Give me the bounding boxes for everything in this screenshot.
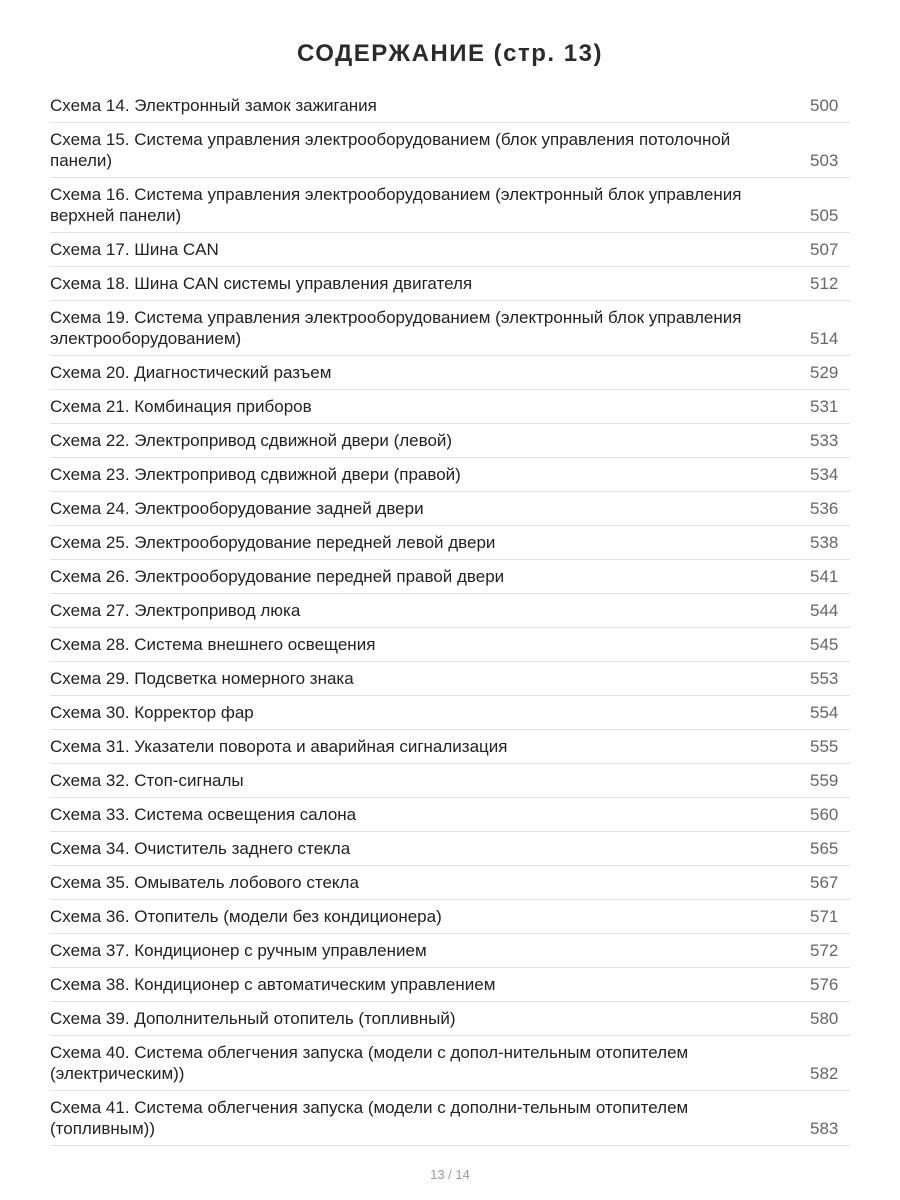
toc-page-number: 533 [810, 431, 839, 450]
toc-entry-label: Схема 38. Кондиционер с автоматическим управлением [50, 975, 496, 994]
toc-row[interactable] [50, 798, 850, 832]
toc-entry-label: Схема 32. Стоп-сигналы [50, 771, 244, 790]
toc-entry-label: Схема 24. Электрооборудование задней двери [50, 499, 424, 518]
toc-page-number: 583 [810, 1119, 839, 1138]
toc-page-number: 529 [810, 363, 839, 382]
toc-entry-label: Схема 34. Очиститель заднего стекла [50, 839, 351, 858]
toc-entry-label: Схема 28. Система внешнего освещения [50, 635, 376, 654]
toc-row[interactable] [50, 866, 850, 900]
toc-page-number: 531 [810, 397, 839, 416]
toc-entry-label: Схема 30. Корректор фар [50, 703, 254, 722]
table-of-contents [50, 89, 850, 1146]
toc-page-number: 505 [810, 206, 839, 225]
toc-entry-label: Схема 37. Кондиционер с ручным управлением [50, 941, 427, 960]
page-indicator: 13 / 14 [430, 1167, 470, 1182]
toc-row[interactable] [50, 458, 850, 492]
toc-entry-label: Схема 25. Электрооборудование передней левой двери [50, 533, 496, 552]
toc-page-number: 534 [810, 465, 839, 484]
toc-entry-label: Схема 21. Комбинация приборов [50, 397, 312, 416]
toc-row[interactable] [50, 730, 850, 764]
toc-entry-label: Схема 36. Отопитель (модели без кондиционера) [50, 907, 442, 926]
toc-entry-label: Схема 35. Омыватель лобового стекла [50, 873, 359, 892]
toc-entry-label: Схема 23. Электропривод сдвижной двери (правой) [50, 465, 461, 484]
toc-page-number: 554 [810, 703, 839, 722]
toc-row[interactable] [50, 178, 850, 233]
toc-row[interactable] [50, 628, 850, 662]
toc-row[interactable] [50, 662, 850, 696]
toc-row[interactable] [50, 301, 850, 356]
toc-row[interactable] [50, 89, 850, 123]
toc-entry-label: Схема 39. Дополнительный отопитель (топливный) [50, 1009, 456, 1028]
toc-row[interactable] [50, 934, 850, 968]
toc-page-number: 536 [810, 499, 839, 518]
toc-page-number: 545 [810, 635, 839, 654]
toc-page-number: 580 [810, 1009, 839, 1028]
toc-page-number: 500 [810, 96, 839, 115]
toc-row[interactable] [50, 1091, 850, 1146]
toc-page-number: 559 [810, 771, 839, 790]
page-title: СОДЕРЖАНИЕ (стр. 13) [297, 40, 603, 67]
toc-row[interactable] [50, 900, 850, 934]
toc-entry-label: Схема 14. Электронный замок зажигания [50, 96, 377, 115]
toc-row[interactable] [50, 492, 850, 526]
toc-page-number: 538 [810, 533, 839, 552]
toc-page-number: 507 [810, 240, 839, 259]
toc-entry-label: Схема 41. Система облегчения запуска (модели с дополни-тельным отопителем (топливным)) [50, 1098, 689, 1138]
toc-entry-label: Схема 33. Система освещения салона [50, 805, 357, 824]
toc-row[interactable] [50, 560, 850, 594]
toc-entry-label: Схема 40. Система облегчения запуска (модели с допол-нительным отопителем (электрическим)) [50, 1043, 689, 1083]
toc-page-number: 560 [810, 805, 839, 824]
toc-row[interactable] [50, 764, 850, 798]
toc-page-number: 572 [810, 941, 839, 960]
toc-page-number: 567 [810, 873, 839, 892]
toc-entry-label: Схема 20. Диагностический разъем [50, 363, 332, 382]
toc-entry-label: Схема 27. Электропривод люка [50, 601, 301, 620]
toc-page-number: 544 [810, 601, 839, 620]
toc-page-number: 576 [810, 975, 839, 994]
toc-page-number: 565 [810, 839, 839, 858]
toc-entry-label: Схема 19. Система управления электрооборудованием (электронный блок управления электрооборудованием) [50, 308, 742, 348]
toc-row[interactable] [50, 1002, 850, 1036]
toc-entry-label: Схема 15. Система управления электрооборудованием (блок управления потолочной панели) [50, 130, 731, 170]
toc-row[interactable] [50, 696, 850, 730]
toc-row[interactable] [50, 832, 850, 866]
toc-row[interactable] [50, 267, 850, 301]
toc-entry-label: Схема 29. Подсветка номерного знака [50, 669, 354, 688]
toc-row[interactable] [50, 594, 850, 628]
toc-page-number: 571 [810, 907, 839, 926]
toc-row[interactable] [50, 390, 850, 424]
toc-page-number: 541 [810, 567, 839, 586]
toc-entry-label: Схема 22. Электропривод сдвижной двери (левой) [50, 431, 453, 450]
toc-row[interactable] [50, 1036, 850, 1091]
toc-row[interactable] [50, 233, 850, 267]
toc-page-number: 555 [810, 737, 839, 756]
toc-page-number: 503 [810, 151, 839, 170]
toc-entry-label: Схема 16. Система управления электрооборудованием (электронный блок управления верхней панели) [50, 185, 742, 225]
toc-row[interactable] [50, 424, 850, 458]
toc-row[interactable] [50, 123, 850, 178]
toc-row[interactable] [50, 356, 850, 390]
toc-row[interactable] [50, 526, 850, 560]
toc-entry-label: Схема 26. Электрооборудование передней правой двери [50, 567, 505, 586]
toc-entry-label: Схема 17. Шина CAN [50, 240, 219, 259]
toc-row[interactable] [50, 968, 850, 1002]
toc-page-number: 512 [810, 274, 839, 293]
toc-page-number: 514 [810, 329, 839, 348]
toc-entry-label: Схема 18. Шина CAN системы управления двигателя [50, 274, 473, 293]
toc-page-number: 553 [810, 669, 839, 688]
toc-entry-label: Схема 31. Указатели поворота и аварийная сигнализация [50, 737, 508, 756]
toc-page-number: 582 [810, 1064, 839, 1083]
